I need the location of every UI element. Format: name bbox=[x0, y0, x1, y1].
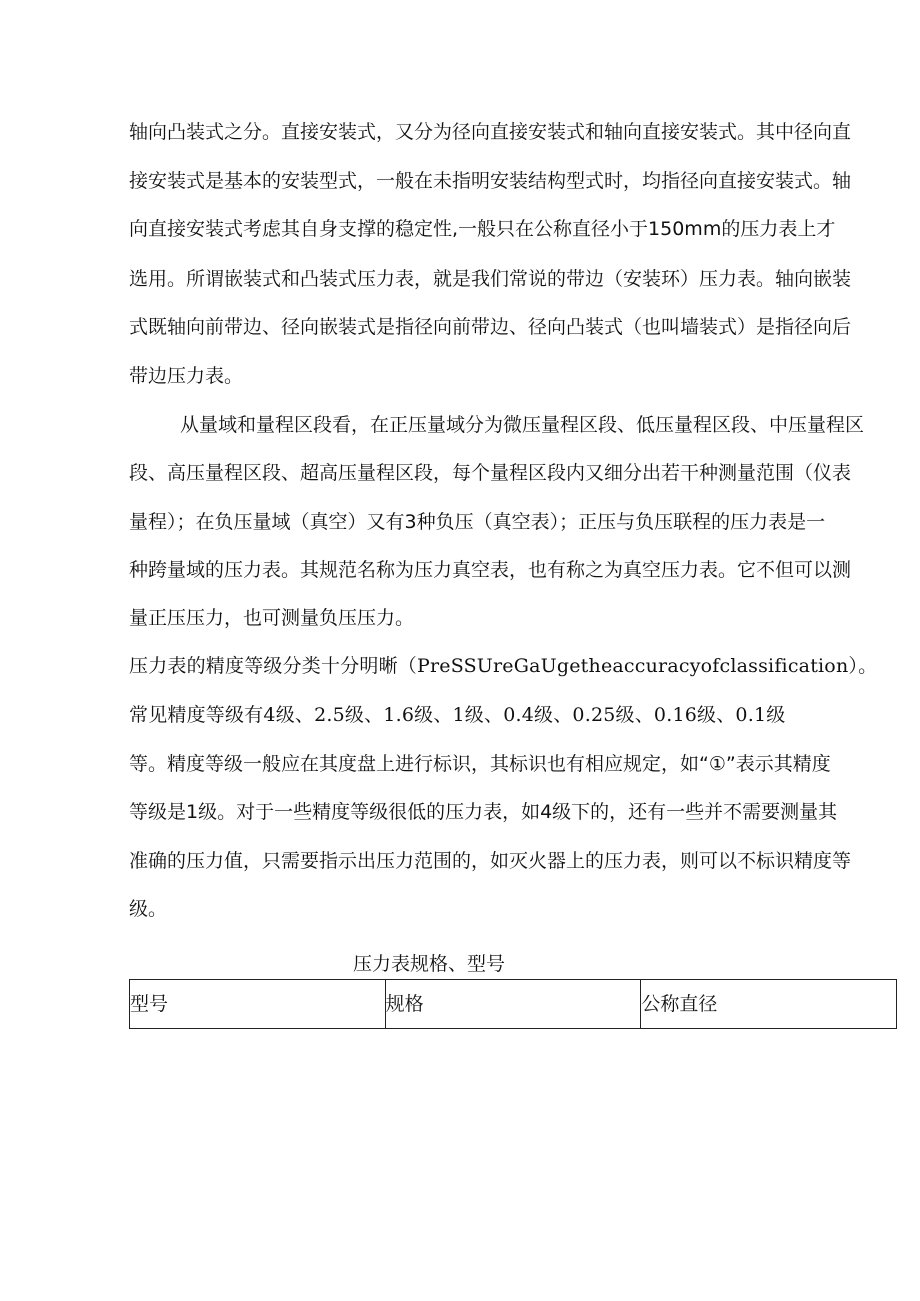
text-line: 接安装式是基本的安装型式，一般在未指明安装结构型式时，均指径向直接安装式。轴 bbox=[129, 170, 852, 192]
text-line: 量正压压力，也可测量负压压力。 bbox=[129, 607, 415, 629]
text-line: 从量域和量程区段看，在正压量域分为微压量程区段、低压量程区段、中压量程区 bbox=[180, 414, 865, 436]
text-line: 带边压力表。 bbox=[129, 365, 244, 387]
text-line: 压力表的精度等级分类十分明晰（PreSSUreGaUgetheaccuracyofclassification）。 bbox=[129, 655, 878, 677]
text-line: 段、高压量程区段、超高压量程区段，每个量程区段内又细分出若干种测量范围（仪表 bbox=[129, 462, 852, 484]
spec-table bbox=[129, 979, 897, 1029]
text-line: 式既轴向前带边、径向嵌装式是指径向前带边、径向凸装式（也叫墙装式）是指径向后 bbox=[129, 316, 852, 338]
text-line: 向直接安装式考虑其自身支撑的稳定性,一般只在公称直径小于150mm的压力表上才 bbox=[129, 218, 836, 240]
text-line: 量程）；在负压量域（真空）又有3种负压（真空表）；正压与负压联程的压力表是一 bbox=[129, 511, 826, 533]
text-line: 种跨量域的压力表。其规范名称为压力真空表，也有称之为真空压力表。它不但可以测 bbox=[129, 559, 852, 581]
text-line: 轴向凸装式之分。直接安装式，又分为径向直接安装式和轴向直接安装式。其中径向直 bbox=[129, 121, 852, 143]
text-line: 级。 bbox=[129, 898, 168, 920]
table-header-cell: 公称直径 bbox=[641, 980, 897, 1029]
text-line: 常见精度等级有4级、2.5级、1.6级、1级、0.4级、0.25级、0.16级、0.1级 bbox=[129, 704, 786, 726]
table-header-cell: 规格 bbox=[385, 980, 641, 1029]
table-header-cell: 型号 bbox=[130, 980, 386, 1029]
text-line: 准确的压力值，只需要指示出压力范围的，如灭火器上的压力表，则可以不标识精度等 bbox=[129, 850, 852, 872]
table-caption: 压力表规格、型号 bbox=[353, 953, 506, 975]
text-line: 等。精度等级一般应在其度盘上进行标识，其标识也有相应规定，如“①”表示其精度 bbox=[129, 753, 831, 775]
text-line: 等级是1级。对于一些精度等级很低的压力表，如4级下的，还有一些并不需要测量其 bbox=[129, 801, 838, 823]
text-line: 选用。所谓嵌装式和凸装式压力表，就是我们常说的带边（安装环）压力表。轴向嵌装 bbox=[129, 268, 852, 290]
table-header-row bbox=[130, 980, 897, 1029]
